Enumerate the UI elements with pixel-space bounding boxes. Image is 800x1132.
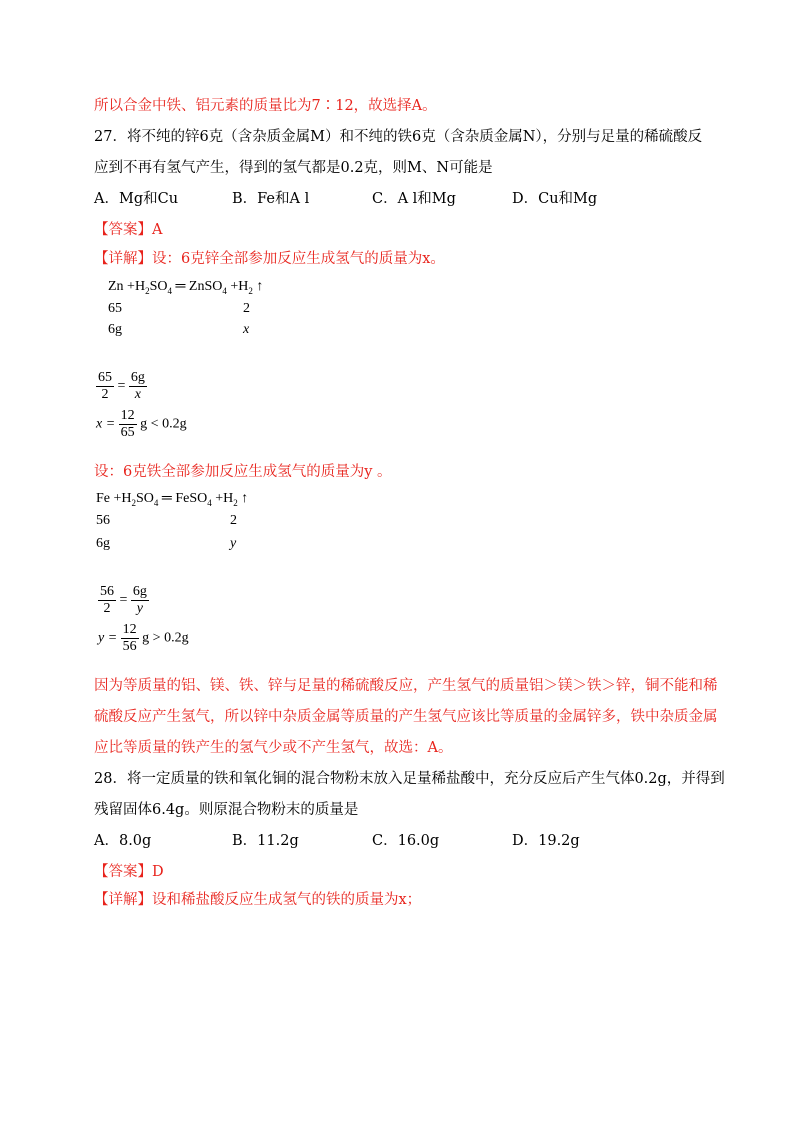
q28-stem-line2: 残留固体6.4g。则原混合物粉末的质量是 <box>94 802 359 818</box>
q27-unknown-y: y <box>230 536 237 551</box>
q27-given-fe: 6g <box>96 536 110 551</box>
q28-stem-line1: 28．将一定质量的铁和氧化铜的混合物粉末放入足量稀盐酸中，充分反应后产生气体0.2g，并得到 <box>94 771 725 787</box>
q27-option-b: B．Fe和A l <box>232 191 310 207</box>
q27-conclusion-line3: 应比等质量的铁产生的氢气少或不产生氢气，故选：A。 <box>94 740 453 756</box>
q27-given-zn: 6g <box>108 322 122 337</box>
q27-conclusion-line1: 因为等质量的铝、镁、铁、锌与足量的稀硫酸反应，产生氢气的质量铝＞镁＞铁＞锌，铜不能和稀 <box>94 678 718 694</box>
q27-equation-zn: $Zn +H_2SO_4$ ═ ZnSO$_4$ $+H_2$ ↑ <box>108 279 264 296</box>
q27-detail: 【详解】设：6克锌全部参加反应生成氢气的质量为x。 <box>94 251 445 267</box>
q27-conclusion-line2: 硫酸反应产生氢气，所以锌中杂质金属等质量的产生氢气应该比等质量的金属锌多，铁中杂质金属 <box>94 709 718 725</box>
q27-option-d: D．Cu和Mg <box>512 191 598 207</box>
q27-ratio-iron: $\frac{56}{2}$ = $\frac{6g}{y}$ <box>100 584 147 616</box>
q27-option-c: C．A l和Mg <box>372 191 456 207</box>
q27-ratio: $\frac{65}{2}$ = $\frac{6g}{x}$ <box>98 370 145 402</box>
q27-answer: 【答案】A <box>94 222 163 238</box>
q27-stem-line1: 27．将不纯的锌6克（含杂质金属M）和不纯的铁6克（含杂质金属N），分别与足量的稀硫酸反 <box>94 129 703 145</box>
q28-option-b: B．11.2g <box>232 833 299 849</box>
q27-mass-h2-b: 2 <box>230 513 237 528</box>
q27-stem-line2: 应到不再有氢气产生，得到的氢气都是0.2克，则M、N可能是 <box>94 160 493 176</box>
prev-conclusion: 所以合金中铁、铝元素的质量比为7∶12，故选择A。 <box>94 98 437 114</box>
q27-solution: x = $\frac{12}{65}$ g < 0.2g <box>96 408 187 440</box>
q28-answer: 【答案】D <box>94 864 164 880</box>
q28-option-c: C．16.0g <box>372 833 440 849</box>
q27-unknown-x: x <box>243 322 250 337</box>
q27-detail-iron: 设：6克铁全部参加反应生成氢气的质量为y 。 <box>94 464 392 480</box>
q27-mass-fe: 56 <box>96 513 110 528</box>
q28-option-d: D．19.2g <box>512 833 580 849</box>
q27-mass-h2: 2 <box>243 301 250 316</box>
q27-option-a: A．Mg和Cu <box>94 191 179 207</box>
q28-option-a: A．8.0g <box>94 833 152 849</box>
q27-mass-zn: 65 <box>108 301 122 316</box>
q28-detail: 【详解】设和稀盐酸反应生成氢气的铁的质量为x； <box>94 892 422 908</box>
q27-solution-iron: y = $\frac{12}{56}$ g > 0.2g <box>98 622 189 654</box>
q27-equation-fe: $Fe +H_2SO_4$ ═ FeSO$_4$ $+H_2$ ↑ <box>96 491 249 508</box>
